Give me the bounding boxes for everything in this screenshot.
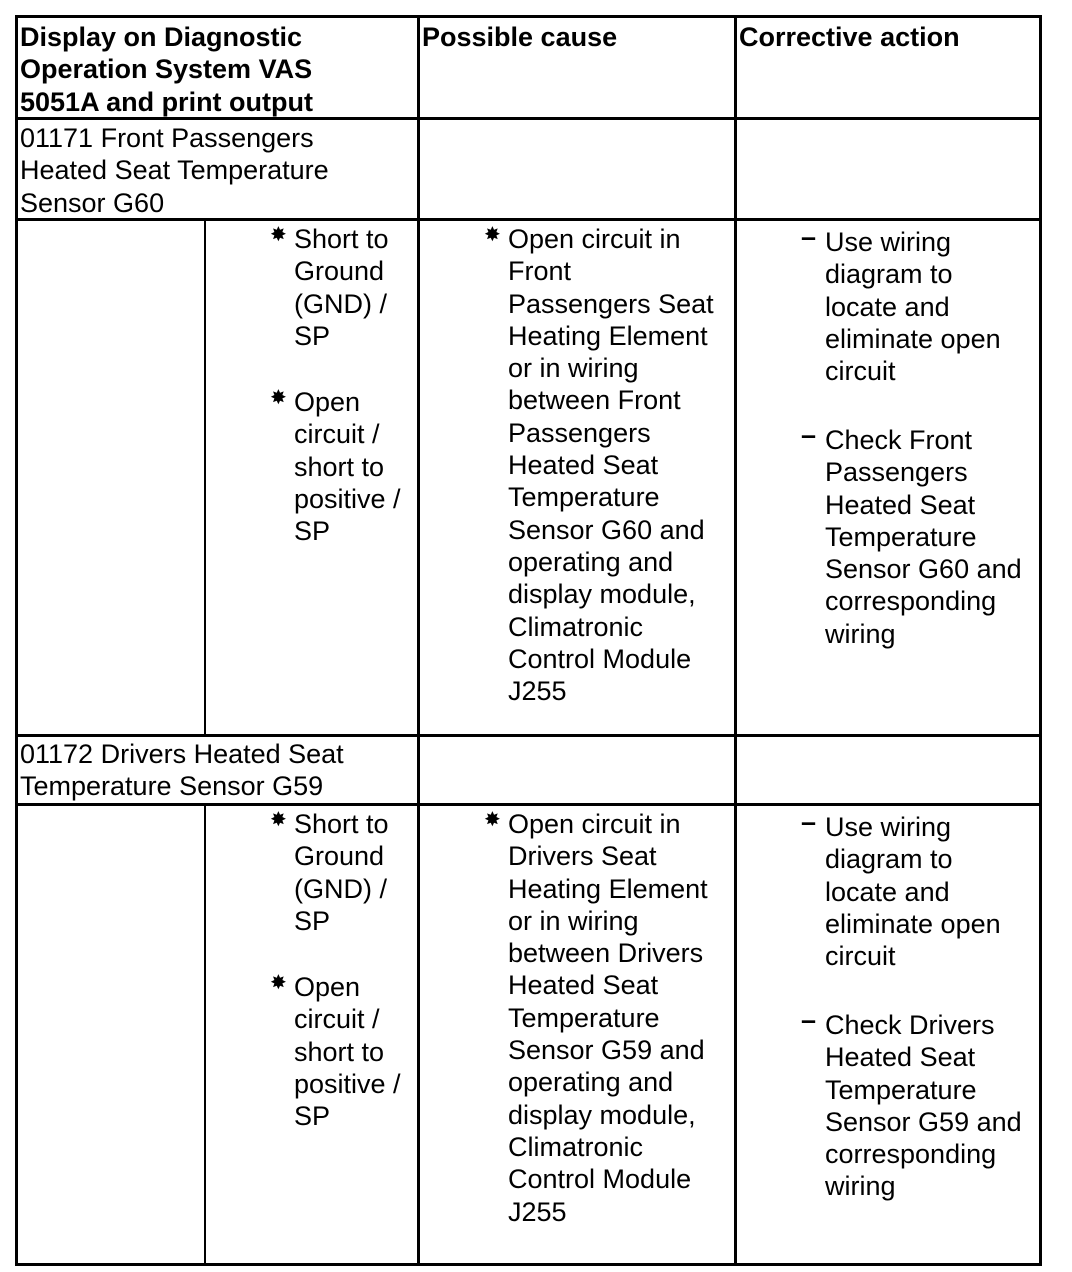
header-cause: Possible cause [422,22,618,52]
dash-icon: – [801,420,817,450]
bullet-icon: ✸ [484,809,501,831]
fault-code-row-2: 01172 Drivers Heated Seat Temperature Sensor G59 [20,739,344,802]
dash-icon: – [801,222,817,252]
header-display: Display on Diagnostic Operation System VAS 5051A and print output [20,22,314,117]
bullet-icon: ✸ [270,972,287,994]
table-border-left [15,15,18,1266]
diagnostic-table: Display on Diagnostic Operation System VAS 5051A and print output Possible cause Corrective action 01171 Front Passengers Heated Seat Temperature Sensor G60 ✸ Short to Ground (GND) / SP ✸ Open circuit / short to positive / SP ✸ Open circuit in Front Passengers Seat Heating Element or in wiring between Front Passengers Heated Seat Temperature Sensor G60 and operating and display module, Climatronic Control Module J255 – Use wiring diagram to locate and eliminate open circuit – Check Front Passengers Heated Seat Temperature Sensor G60 and corresponding wiring 01172 Drivers Heated Seat Temperature Sensor G59 ✸ Short to Ground (GND) / SP ✸ Open circuit / short to positive / SP ✸ Open circuit in Drivers Seat Heating Element or in wiring between Drivers Heated Seat Temperature Sensor G59 and operating and display module, Climatronic Control Module J255 – Use wiring diagram to locate and eliminate open circuit – Check Drivers Heated Seat Temperature Sensor G59 and corresponding wiring [15,15,1042,1265]
dash-icon: – [801,1005,817,1035]
column-divider-action [734,15,737,1266]
bullet-icon: ✸ [270,387,287,409]
table-border-bottom [15,1263,1042,1266]
bullet-icon: ✸ [270,224,287,246]
bullet-icon: ✸ [484,224,501,246]
column-divider-fault-2 [204,805,206,1265]
column-divider-fault-1 [204,220,206,735]
header-action: Corrective action [739,22,960,52]
bullet-icon: ✸ [270,809,287,831]
column-divider-cause [417,15,420,1266]
fault-code-row-1: 01171 Front Passengers Heated Seat Temperature Sensor G60 [20,123,329,218]
row-divider-2 [15,734,1042,737]
table-border-right [1039,15,1042,1266]
table-border-top [15,15,1042,18]
dash-icon: – [801,807,817,837]
row-divider-3 [15,803,1042,806]
